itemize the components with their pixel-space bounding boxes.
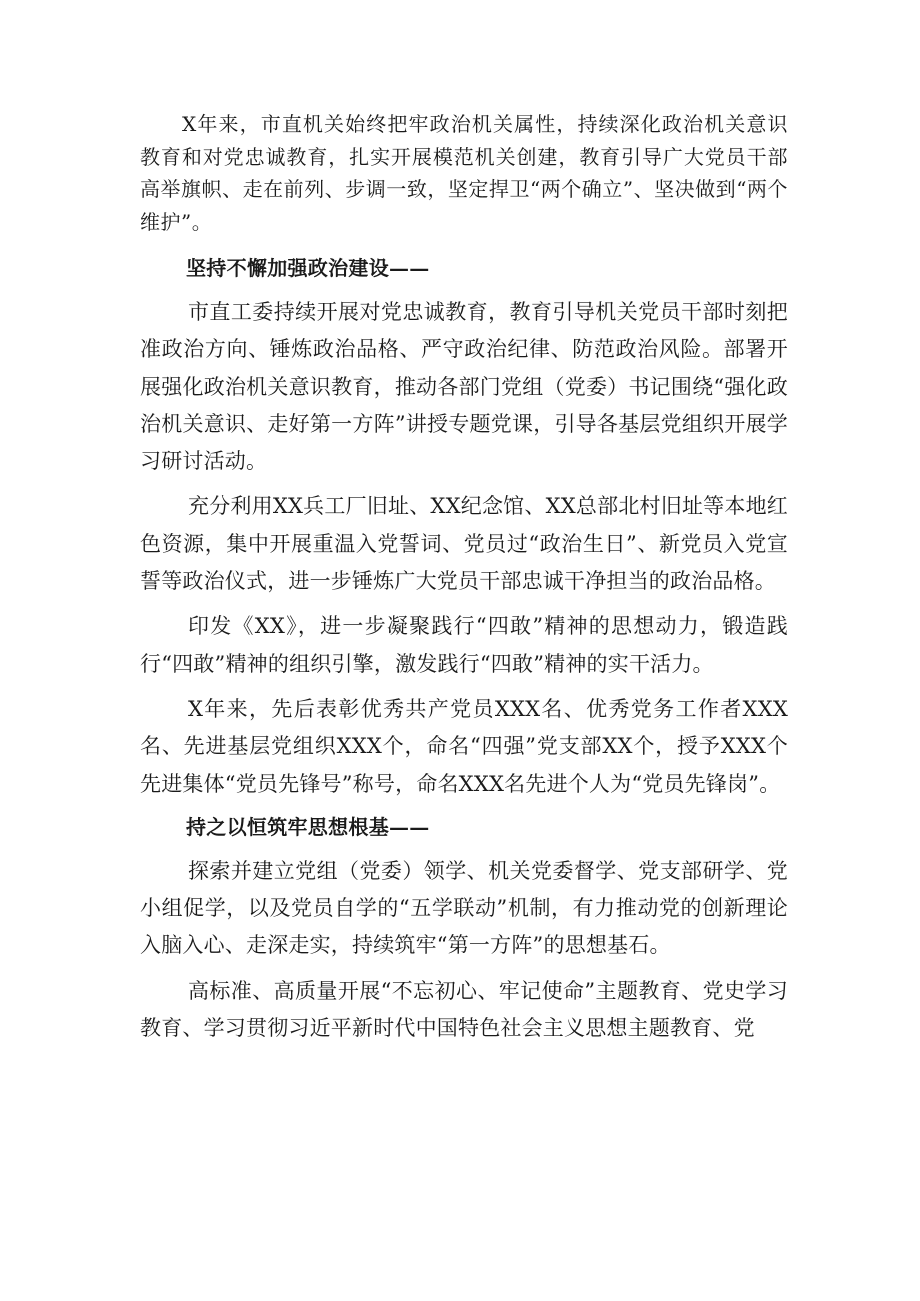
document-body bbox=[140, 108, 788, 1055]
body-paragraph: 印发《XX》，进一步凝聚践行“四敢”精神的思想动力，锻造践行“四敢”精神的组织引擎，激发践行“四敢”精神的实干活力。 bbox=[140, 614, 788, 676]
intro-paragraph: X年来，市直机关始终把牢政治机关属性，持续深化政治机关意识教育和对党忠诚教育，扎实开展模范机关创建，教育引导广大党员干部高举旗帜、走在前列、步调一致，坚定捍卫“两个确立”、坚决做到“两个维护”。 bbox=[140, 112, 788, 234]
section-heading-ideological-foundation: 持之以恒筑牢思想根基—— bbox=[186, 814, 430, 839]
body-paragraph: 探索并建立党组（党委）领学、机关党委督学、党支部研学、党小组促学，以及党员自学的“五学联动”机制，有力推动党的创新理论入脑入心、走深走实，持续筑牢“第一方阵”的思想基石。 bbox=[140, 858, 788, 958]
body-paragraph: X年来，先后表彰优秀共产党员XXX名、优秀党务工作者XXX名、先进基层党组织XXX个，命名“四强”党支部XX个，授予XXX个先进集体“党员先锋号”称号，命名XXX名先进个人为“党员先锋岗”。 bbox=[140, 696, 788, 796]
section-heading-political-building: 坚持不懈加强政治建设—— bbox=[186, 256, 430, 280]
body-paragraph: 市直工委持续开展对党忠诚教育，教育引导机关党员干部时刻把准政治方向、锤炼政治品格、严守政治纪律、防范政治风险。部署开展强化政治机关意识教育，推动各部门党组（党委）书记围绕“强化政治机关意识、走好第一方阵”讲授专题党课，引导各基层党组织开展学习研讨活动。 bbox=[140, 300, 788, 474]
body-paragraph: 高标准、高质量开展“不忘初心、牢记使命”主题教育、党史学习教育、学习贯彻习近平新时代中国特色社会主义思想主题教育、党 bbox=[140, 978, 788, 1041]
body-paragraph: 充分利用XX兵工厂旧址、XX纪念馆、XX总部北村旧址等本地红色资源，集中开展重温入党誓词、党员过“政治生日”、新党员入党宣誓等政治仪式，进一步锤炼广大党员干部忠诚干净担当的政治品格。 bbox=[140, 494, 788, 594]
